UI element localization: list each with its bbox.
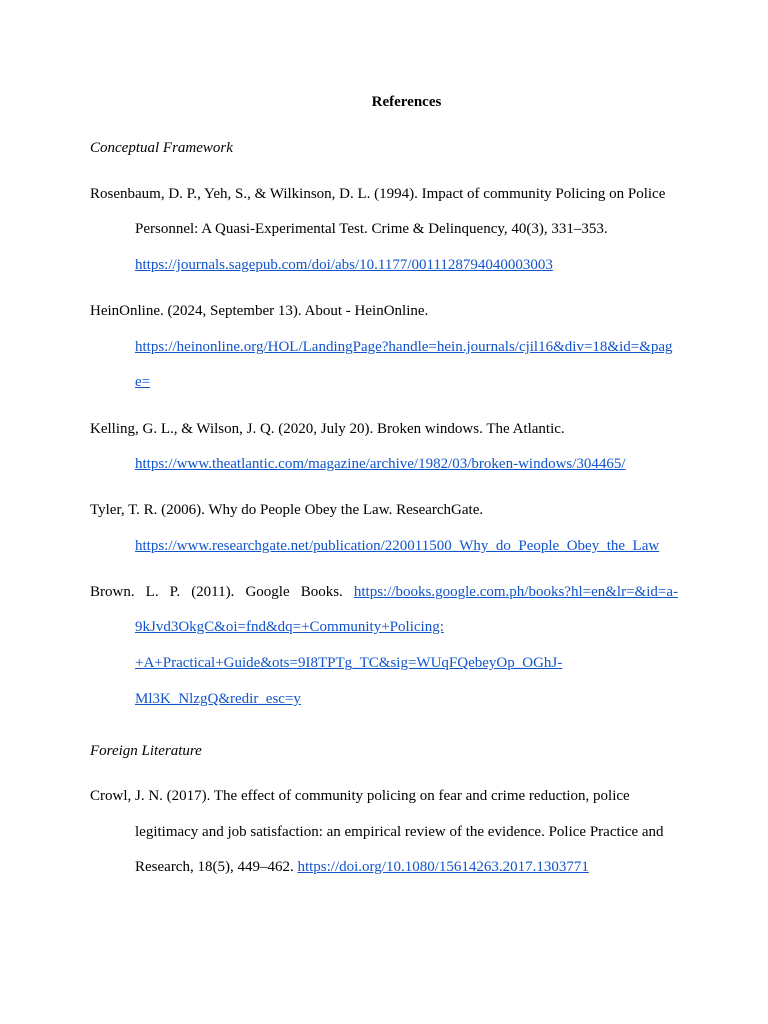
reference-heinonline-link-row2	[135, 373, 150, 391]
page-title: References	[371, 94, 442, 110]
reference-brown-author: Brown.	[90, 584, 135, 600]
section-heading-foreign-literature: Foreign Literature	[90, 743, 202, 759]
reference-rosenbaum-link-row	[135, 256, 553, 274]
reference-brown-source2: Books.	[300, 584, 343, 600]
section-heading-conceptual-framework: Conceptual Framework	[90, 140, 233, 156]
reference-heinonline-link-part1[interactable]: https://heinonline.org/HOL/LandingPage?handle=hein.journals/cjil16&div=18&id=&pag	[135, 339, 673, 355]
reference-crowl-link[interactable]: https://doi.org/10.1080/15614263.2017.1303771	[297, 859, 589, 875]
reference-crowl-line1: Crowl, J. N. (2017). The effect of community policing on fear and crime reduction, police	[90, 788, 630, 804]
reference-rosenbaum-link[interactable]: https://journals.sagepub.com/doi/abs/10.1177/0011128794040003003	[135, 257, 553, 273]
reference-brown-link-part4[interactable]: Ml3K_NlzgQ&redir_esc=y	[135, 691, 301, 707]
reference-heinonline-link-part2[interactable]: e=	[135, 374, 151, 390]
reference-brown-line1	[90, 583, 678, 601]
reference-tyler-link-row	[135, 537, 659, 555]
reference-crowl-line3	[135, 858, 589, 876]
reference-heinonline-line1: HeinOnline. (2024, September 13). About - HeinOnline.	[90, 303, 429, 319]
reference-heinonline-link-row1	[135, 338, 673, 356]
reference-brown-link-part3[interactable]: +A+Practical+Guide&ots=9I8TPTg_TC&sig=WUqFQebeyOp_OGhJ-	[135, 655, 563, 671]
reference-brown-initial2: P.	[169, 584, 181, 600]
reference-brown-source: Google	[245, 584, 290, 600]
reference-brown-link-part1[interactable]: https://books.google.com.ph/books?hl=en&lr=&id=a-	[353, 584, 678, 600]
reference-brown-initials: L.	[145, 584, 159, 600]
reference-brown-link-row4	[135, 690, 301, 708]
reference-crowl-line3-text: Research, 18(5), 449–462.	[135, 859, 294, 875]
reference-brown-year: (2011).	[191, 584, 235, 600]
reference-rosenbaum-line1: Rosenbaum, D. P., Yeh, S., & Wilkinson, D. L. (1994). Impact of community Policing on Police	[90, 186, 666, 202]
reference-kelling-line1: Kelling, G. L., & Wilson, J. Q. (2020, July 20). Broken windows. The Atlantic.	[90, 421, 565, 437]
reference-crowl-line2: legitimacy and job satisfaction: an empirical review of the evidence. Police Practice and	[135, 824, 664, 840]
reference-brown-link-row2	[135, 618, 444, 636]
reference-brown-link-part2[interactable]: 9kJvd3OkgC&oi=fnd&dq=+Community+Policing:	[135, 619, 444, 635]
reference-tyler-link[interactable]: https://www.researchgate.net/publication/220011500_Why_do_People_Obey_the_Law	[135, 538, 660, 554]
reference-tyler-line1: Tyler, T. R. (2006). Why do People Obey the Law. ResearchGate.	[90, 502, 484, 518]
reference-brown-link-row3	[135, 654, 562, 672]
reference-kelling-link[interactable]: https://www.theatlantic.com/magazine/archive/1982/03/broken-windows/304465/	[135, 456, 626, 472]
reference-rosenbaum-line2: Personnel: A Quasi-Experimental Test. Crime & Delinquency, 40(3), 331–353.	[135, 221, 608, 237]
reference-kelling-link-row	[135, 455, 626, 473]
